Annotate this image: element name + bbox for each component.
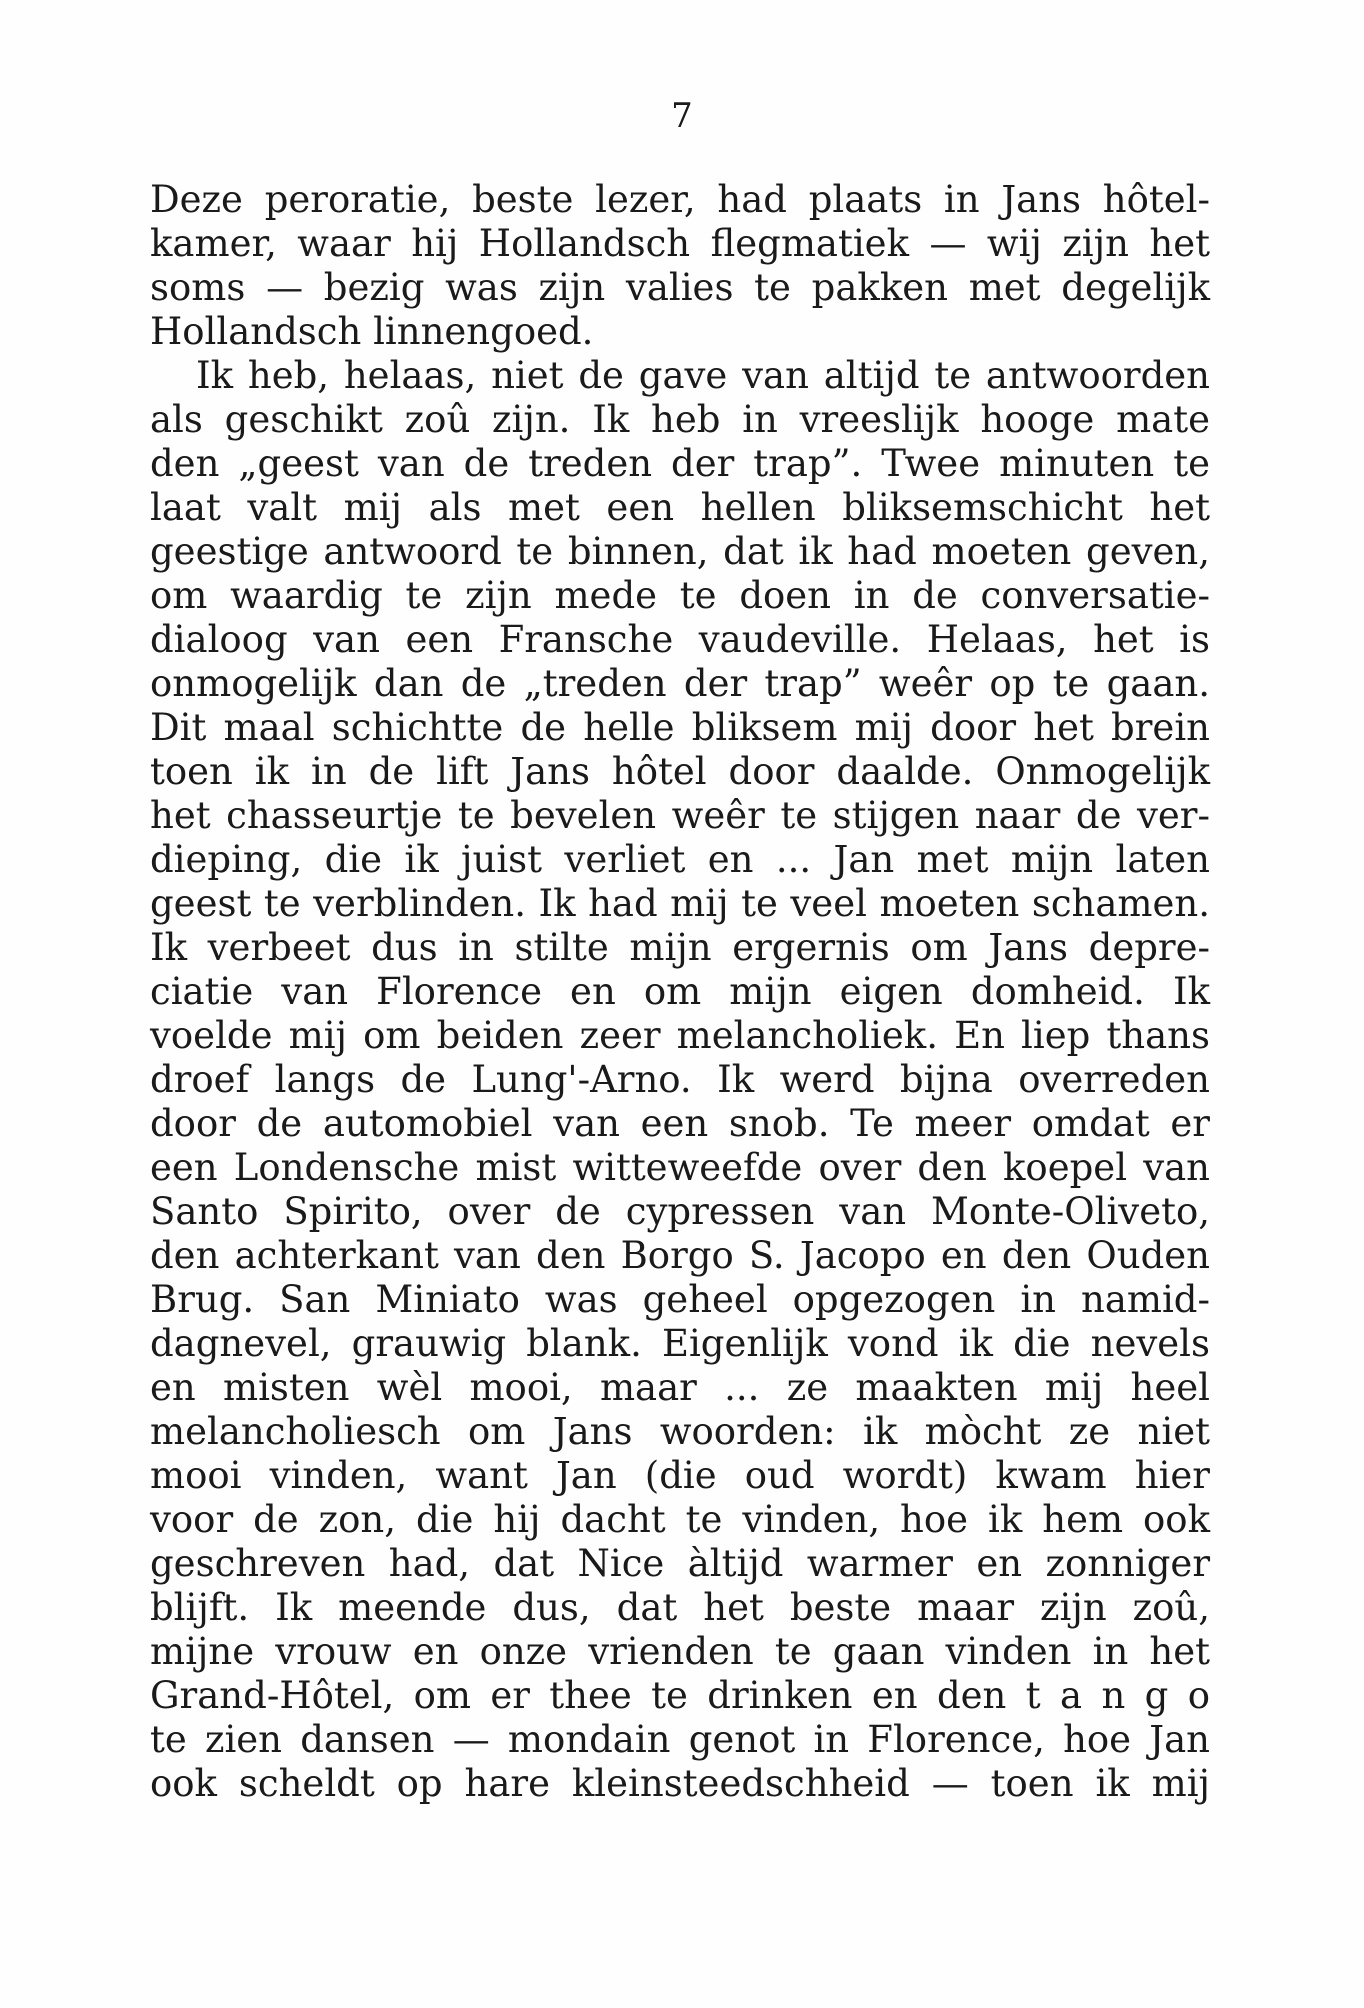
text-line: dialoog van een Fransche vaudeville. Helaas, het is xyxy=(150,618,1210,661)
text-line: dieping, die ik juist verliet en ... Jan met mijn laten xyxy=(150,838,1210,881)
text-line: ook scheldt op hare kleinsteedschheid — toen ik mij xyxy=(150,1762,1210,1805)
text-line: droef langs de Lung'-Arno. Ik werd bijna overreden xyxy=(150,1058,1210,1101)
text-line: en misten wèl mooi, maar ... ze maakten mij heel xyxy=(150,1366,1210,1409)
text-line: kamer, waar hij Hollandsch flegmatiek — wij zijn het xyxy=(150,222,1210,265)
text-line: den „geest van de treden der trap”. Twee minuten te xyxy=(150,442,1210,485)
text-line: dagnevel, grauwig blank. Eigenlijk vond ik die nevels xyxy=(150,1322,1210,1365)
text-line: voor de zon, die hij dacht te vinden, hoe ik hem ook xyxy=(150,1498,1210,1541)
text-line: mooi vinden, want Jan (die oud wordt) kwam hier xyxy=(150,1454,1210,1497)
text-line: Ik verbeet dus in stilte mijn ergernis om Jans depre- xyxy=(150,926,1210,969)
text-line: melancholiesch om Jans woorden: ik mòcht ze niet xyxy=(150,1410,1210,1453)
text-line: laat valt mij als met een hellen bliksemschicht het xyxy=(150,486,1210,529)
text-line: Ik heb, helaas, niet de gave van altijd te antwoorden xyxy=(196,354,1210,397)
text-line: Grand-Hôtel, om er thee te drinken en den t a n g o xyxy=(150,1674,1210,1717)
text-line: soms — bezig was zijn valies te pakken met degelijk xyxy=(150,266,1210,309)
text-line: ciatie van Florence en om mijn eigen domheid. Ik xyxy=(150,970,1210,1013)
text-line: door de automobiel van een snob. Te meer omdat er xyxy=(150,1102,1210,1145)
text-line: Santo Spirito, over de cypressen van Monte-Oliveto, xyxy=(150,1190,1210,1233)
text-line: om waardig te zijn mede te doen in de conversatie- xyxy=(150,574,1210,617)
text-line: onmogelijk dan de „treden der trap” weêr op te gaan. xyxy=(150,662,1210,705)
text-line: mijne vrouw en onze vrienden te gaan vinden in het xyxy=(150,1630,1210,1673)
text-line: geestige antwoord te binnen, dat ik had moeten geven, xyxy=(150,530,1210,573)
text-line: als geschikt zoû zijn. Ik heb in vreeslijk hooge mate xyxy=(150,398,1210,441)
text-line: het chasseurtje te bevelen weêr te stijgen naar de ver- xyxy=(150,794,1210,837)
text-line: Hollandsch linnengoed. xyxy=(150,310,594,353)
text-line: den achterkant van den Borgo S. Jacopo en den Ouden xyxy=(150,1234,1210,1277)
page-number: 7 xyxy=(671,96,693,136)
text-line: geest te verblinden. Ik had mij te veel moeten schamen. xyxy=(150,882,1210,925)
text-line: te zien dansen — mondain genot in Florence, hoe Jan xyxy=(150,1718,1210,1761)
text-line: Dit maal schichtte de helle bliksem mij door het brein xyxy=(150,706,1210,749)
text-line: een Londensche mist witteweefde over den koepel van xyxy=(150,1146,1210,1189)
text-line: voelde mij om beiden zeer melancholiek. En liep thans xyxy=(150,1014,1210,1057)
text-line: geschreven had, dat Nice àltijd warmer en zonniger xyxy=(150,1542,1210,1585)
text-line: blijft. Ik meende dus, dat het beste maar zijn zoû, xyxy=(150,1586,1210,1629)
text-line: toen ik in de lift Jans hôtel door daalde. Onmogelijk xyxy=(150,750,1210,793)
text-line: Deze peroratie, beste lezer, had plaats in Jans hôtel- xyxy=(150,178,1210,221)
text-line: Brug. San Miniato was geheel opgezogen in namid- xyxy=(150,1278,1210,1321)
body-text xyxy=(150,178,1210,1806)
